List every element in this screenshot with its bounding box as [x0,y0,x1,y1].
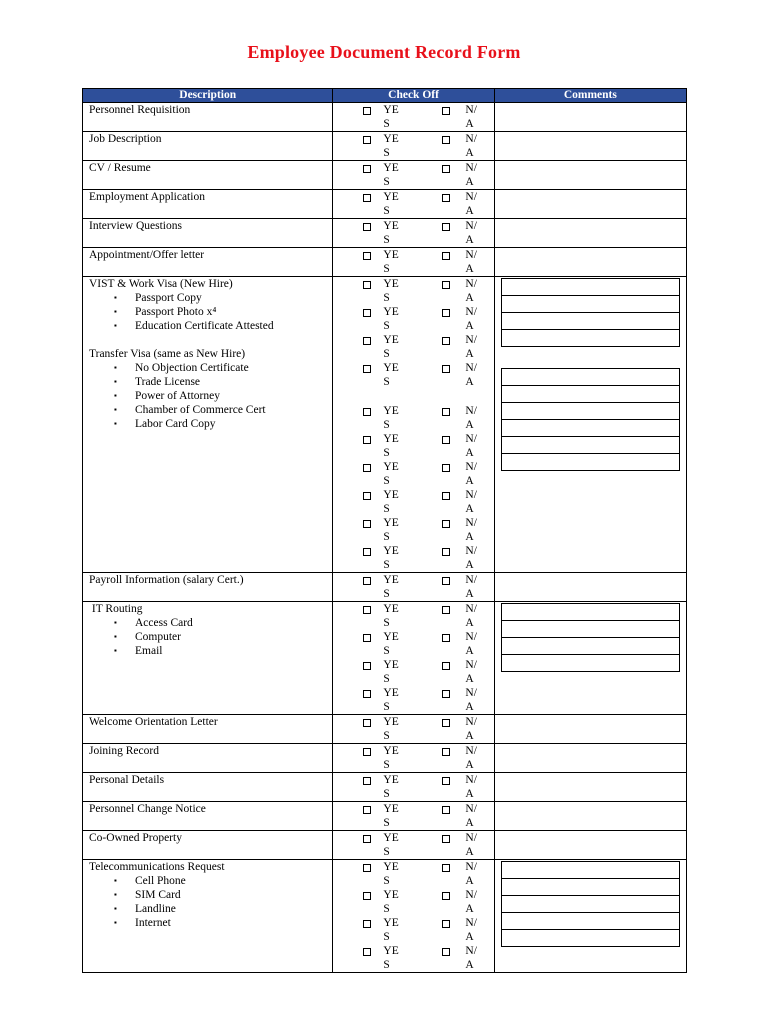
check-cell [333,103,494,132]
document-record-table [82,88,687,973]
na-checkbox[interactable] [442,577,450,585]
comment-box[interactable] [501,385,680,403]
yes-checkbox[interactable] [363,748,371,756]
na-label: N/A [465,362,477,388]
list-item: ▪ Passport Photo x⁴ [114,306,217,318]
yes-checkbox[interactable] [363,777,371,785]
na-checkbox[interactable] [442,948,450,956]
bullet-icon: ▪ [114,321,117,330]
check-option-pair [333,404,493,432]
check-cell [333,831,494,860]
comment-box[interactable] [501,295,680,313]
na-label: N/A [465,249,477,275]
it-routing-subitems [83,616,332,658]
na-checkbox[interactable] [442,252,450,260]
yes-checkbox[interactable] [363,835,371,843]
na-checkbox[interactable] [442,492,450,500]
yes-label: YES [383,574,399,600]
check-option-pair [333,544,493,572]
comment-box[interactable] [501,329,680,347]
yes-checkbox[interactable] [363,194,371,202]
check-cell [333,744,494,773]
bullet-icon: ▪ [114,363,117,372]
na-label: N/A [465,517,477,543]
na-label: N/A [465,803,477,829]
bullet-icon: ▪ [114,419,117,428]
check-option-pair [333,248,493,276]
check-option-pair [333,944,493,972]
yes-checkbox[interactable] [363,864,371,872]
na-checkbox[interactable] [442,436,450,444]
yes-checkbox[interactable] [363,281,371,289]
check-cell [333,219,494,248]
list-item: ▪ SIM Card [114,889,181,901]
bullet-icon: ▪ [114,293,117,302]
table-row [83,831,687,860]
row-label: Job Description [89,133,162,145]
comments-cell [494,277,686,573]
na-checkbox[interactable] [442,281,450,289]
na-label: N/A [465,278,477,304]
comments-cell[interactable] [494,219,686,248]
na-label: N/A [465,306,477,332]
check-cell [333,132,494,161]
na-label: N/A [465,603,477,629]
row-label: Welcome Orientation Letter [89,716,218,728]
comments-cell[interactable] [494,190,686,219]
yes-label: YES [383,405,399,431]
check-option-pair [333,773,493,801]
check-option-pair [333,488,493,516]
comments-cell[interactable] [494,161,686,190]
yes-label: YES [383,461,399,487]
yes-checkbox[interactable] [363,309,371,317]
bullet-icon: ▪ [114,890,117,899]
yes-label: YES [383,489,399,515]
comments-header: Comments [494,89,686,103]
bullet-icon: ▪ [114,405,117,414]
table-row [83,602,687,715]
comments-cell[interactable] [494,103,686,132]
check-option-pair [333,573,493,601]
comment-box[interactable] [501,419,680,437]
yes-label: YES [383,517,399,543]
yes-checkbox[interactable] [363,920,371,928]
bullet-icon: ▪ [114,377,117,386]
row-label: Personnel Requisition [89,104,191,116]
na-checkbox[interactable] [442,337,450,345]
na-label: N/A [465,220,477,246]
list-item: ▪ Education Certificate Attested [114,320,274,332]
list-item: ▪ Chamber of Commerce Cert [114,404,266,416]
row-label: VIST & Work Visa (New Hire) [89,278,233,290]
yes-label: YES [383,659,399,685]
na-checkbox[interactable] [442,777,450,785]
yes-checkbox[interactable] [363,719,371,727]
na-checkbox[interactable] [442,835,450,843]
yes-label: YES [383,603,399,629]
description-header: Description [83,89,333,103]
yes-checkbox[interactable] [363,690,371,698]
row-sublabel: Transfer Visa (same as New Hire) [89,348,246,360]
check-option-pair [333,132,493,160]
na-checkbox[interactable] [442,606,450,614]
table-row [83,802,687,831]
list-item: ▪ Access Card [114,617,193,629]
yes-checkbox[interactable] [363,136,371,144]
yes-checkbox[interactable] [363,337,371,345]
table-row [83,248,687,277]
check-cell [333,190,494,219]
table-row [83,190,687,219]
na-label: N/A [465,917,477,943]
list-item: ▪ Cell Phone [114,875,186,887]
yes-checkbox[interactable] [363,464,371,472]
comment-box[interactable] [501,402,680,420]
check-option-pair [333,860,493,888]
table-row [83,860,687,973]
yes-label: YES [383,334,399,360]
check-option-pair [333,658,493,686]
bullet-icon: ▪ [114,618,117,627]
na-label: N/A [465,162,477,188]
comments-cell[interactable] [494,715,686,744]
yes-checkbox[interactable] [363,634,371,642]
table-row [83,573,687,602]
bullet-icon: ▪ [114,904,117,913]
check-cell [333,802,494,831]
na-checkbox[interactable] [442,365,450,373]
comment-box[interactable] [501,878,680,896]
comment-box[interactable] [501,603,680,621]
na-label: N/A [465,861,477,887]
yes-label: YES [383,917,399,943]
na-label: N/A [465,774,477,800]
na-checkbox[interactable] [442,662,450,670]
bullet-icon: ▪ [114,876,117,885]
na-label: N/A [465,433,477,459]
na-label: N/A [465,889,477,915]
na-checkbox[interactable] [442,107,450,115]
na-label: N/A [465,489,477,515]
na-label: N/A [465,133,477,159]
comments-cell [494,860,686,973]
table-row [83,277,687,573]
na-checkbox[interactable] [442,719,450,727]
check-cell [333,573,494,602]
yes-label: YES [383,803,399,829]
yes-checkbox[interactable] [363,606,371,614]
comment-box[interactable] [501,453,680,471]
na-checkbox[interactable] [442,806,450,814]
yes-checkbox[interactable] [363,436,371,444]
yes-label: YES [383,362,399,388]
comment-box[interactable] [501,637,680,655]
comment-box[interactable] [501,436,680,454]
check-option-pair [333,361,493,389]
list-item: ▪ Passport Copy [114,292,202,304]
na-checkbox[interactable] [442,165,450,173]
comments-cell [494,602,686,715]
check-option-pair [333,103,493,131]
na-label: N/A [465,461,477,487]
yes-label: YES [383,861,399,887]
list-item: ▪ Computer [114,631,181,643]
check-option-pair [333,432,493,460]
check-option-pair [333,460,493,488]
check-option-pair [333,277,493,305]
check-cell [333,277,494,573]
check-cell [333,248,494,277]
check-option-pair [333,602,493,630]
check-option-pair [333,161,493,189]
na-checkbox[interactable] [442,136,450,144]
na-label: N/A [465,716,477,742]
yes-checkbox[interactable] [363,548,371,556]
na-checkbox[interactable] [442,634,450,642]
na-label: N/A [465,104,477,130]
comments-cell[interactable] [494,573,686,602]
na-label: N/A [465,405,477,431]
visa-subitems [83,291,332,333]
na-label: N/A [465,945,477,971]
row-label: Interview Questions [89,220,182,232]
na-checkbox[interactable] [442,892,450,900]
check-option-pair [333,802,493,830]
yes-checkbox[interactable] [363,577,371,585]
form-title: Employee Document Record Form [247,42,521,62]
bullet-icon: ▪ [114,632,117,641]
comments-cell[interactable] [494,248,686,277]
bullet-icon: ▪ [114,391,117,400]
list-item: ▪ Trade License [114,376,201,388]
list-item: ▪ Landline [114,903,176,915]
check-cell [333,860,494,973]
check-option-pair [333,516,493,544]
comment-box[interactable] [501,278,680,296]
yes-checkbox[interactable] [363,948,371,956]
yes-label: YES [383,631,399,657]
na-label: N/A [465,832,477,858]
yes-checkbox[interactable] [363,107,371,115]
na-checkbox[interactable] [442,920,450,928]
table-row [83,744,687,773]
yes-checkbox[interactable] [363,408,371,416]
yes-label: YES [383,104,399,130]
row-label: CV / Resume [89,162,151,174]
na-checkbox[interactable] [442,309,450,317]
yes-label: YES [383,745,399,771]
comment-box[interactable] [501,654,680,672]
na-checkbox[interactable] [442,223,450,231]
check-cell [333,715,494,744]
check-cell [333,773,494,802]
yes-checkbox[interactable] [363,223,371,231]
check-off-header: Check Off [333,89,494,103]
table-row [83,219,687,248]
row-label: Telecommunications Request [89,861,225,873]
check-option-pair [333,888,493,916]
bullet-icon: ▪ [114,918,117,927]
row-label: Co-Owned Property [89,832,182,844]
comments-cell[interactable] [494,773,686,802]
na-checkbox[interactable] [442,464,450,472]
row-label: IT Routing [89,603,143,615]
comments-cell[interactable] [494,744,686,773]
comment-box[interactable] [501,861,680,879]
yes-label: YES [383,278,399,304]
list-item: ▪ Internet [114,917,171,929]
yes-label: YES [383,433,399,459]
check-cell [333,602,494,715]
check-option-pair [333,219,493,247]
yes-checkbox[interactable] [363,165,371,173]
bullet-icon: ▪ [114,646,117,655]
na-checkbox[interactable] [442,194,450,202]
telecom-subitems [83,874,332,930]
bullet-icon: ▪ [114,307,117,316]
yes-label: YES [383,832,399,858]
na-checkbox[interactable] [442,408,450,416]
list-item: ▪ Labor Card Copy [114,418,216,430]
na-label: N/A [465,334,477,360]
table-row [83,715,687,744]
row-label: Personal Details [89,774,165,786]
na-checkbox[interactable] [442,548,450,556]
na-checkbox[interactable] [442,864,450,872]
na-checkbox[interactable] [442,748,450,756]
na-label: N/A [465,687,477,713]
check-option-pair [333,916,493,944]
yes-label: YES [383,716,399,742]
check-option-pair [333,831,493,859]
na-label: N/A [465,191,477,217]
row-label: Personnel Change Notice [89,803,206,815]
table-row [83,161,687,190]
table-row [83,773,687,802]
check-option-pair [333,744,493,772]
yes-label: YES [383,687,399,713]
row-label: Joining Record [89,745,159,757]
yes-checkbox[interactable] [363,662,371,670]
yes-checkbox[interactable] [363,520,371,528]
na-label: N/A [465,545,477,571]
list-item: ▪ No Objection Certificate [114,362,249,374]
row-label: Payroll Information (salary Cert.) [89,574,244,586]
na-label: N/A [465,745,477,771]
yes-label: YES [383,220,399,246]
check-option-pair [333,333,493,361]
na-label: N/A [465,631,477,657]
comment-box[interactable] [501,912,680,930]
yes-checkbox[interactable] [363,492,371,500]
yes-checkbox[interactable] [363,365,371,373]
na-checkbox[interactable] [442,520,450,528]
row-label: Employment Application [89,191,205,203]
list-item: ▪ Power of Attorney [114,390,220,402]
table-header-row [83,89,687,103]
comments-cell[interactable] [494,132,686,161]
check-cell [333,161,494,190]
table-row [83,132,687,161]
comment-box[interactable] [501,368,680,386]
na-label: N/A [465,574,477,600]
yes-checkbox[interactable] [363,252,371,260]
comments-cell[interactable] [494,831,686,860]
transfer-visa-subitems [83,361,332,431]
check-option-pair [333,686,493,714]
table-row [83,103,687,132]
na-checkbox[interactable] [442,690,450,698]
comment-box[interactable] [501,895,680,913]
yes-label: YES [383,774,399,800]
comment-box[interactable] [501,620,680,638]
yes-checkbox[interactable] [363,892,371,900]
comment-box[interactable] [501,929,680,947]
yes-label: YES [383,889,399,915]
row-label: Appointment/Offer letter [89,249,205,261]
yes-label: YES [383,249,399,275]
check-option-pair [333,190,493,218]
yes-label: YES [383,191,399,217]
check-option-pair [333,630,493,658]
yes-label: YES [383,306,399,332]
comment-box[interactable] [501,312,680,330]
yes-label: YES [383,545,399,571]
list-item: ▪ Email [114,645,163,657]
check-option-pair [333,715,493,743]
yes-checkbox[interactable] [363,806,371,814]
yes-label: YES [383,945,399,971]
yes-label: YES [383,133,399,159]
na-label: N/A [465,659,477,685]
yes-label: YES [383,162,399,188]
check-option-pair [333,305,493,333]
comments-cell[interactable] [494,802,686,831]
